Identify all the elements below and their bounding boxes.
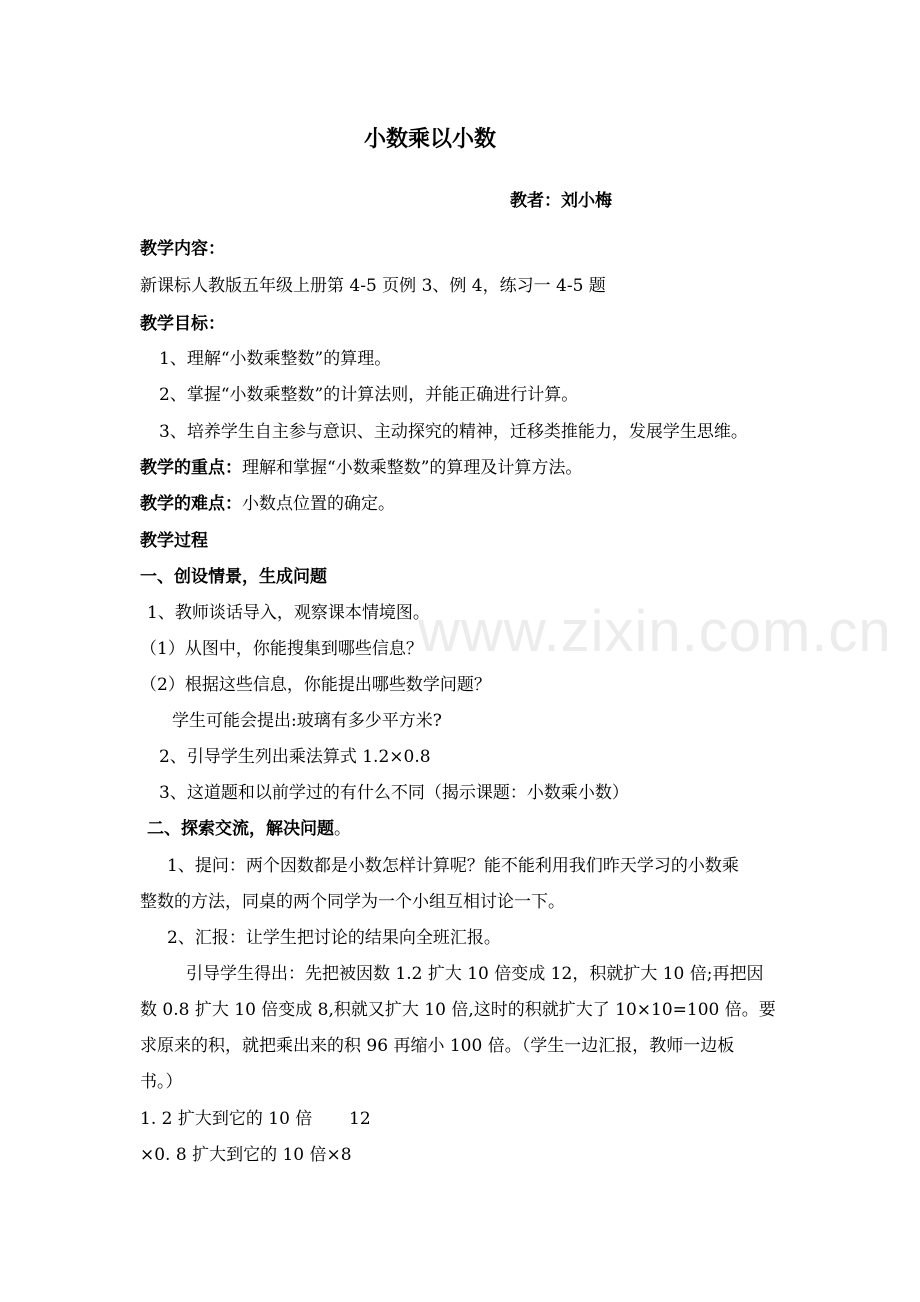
process-heading: 教学过程 bbox=[140, 531, 208, 551]
section1-heading: 一、创设情景，生成问题 bbox=[140, 567, 327, 587]
para1-line: 1、提问：两个因数都是小数怎样计算呢？能不能利用我们昨天学习的小数乘 bbox=[167, 856, 739, 876]
goals-heading: 教学目标： bbox=[140, 314, 225, 334]
para3-line: 书。） bbox=[140, 1072, 183, 1092]
para3-line: 引导学生得出：先把被因数 1.2 扩大 10 倍变成 12，积就扩大 10 倍;再把因 bbox=[186, 964, 764, 984]
key-label: 教学的重点： bbox=[140, 458, 242, 478]
key-point bbox=[140, 457, 582, 479]
section2-heading-line bbox=[147, 818, 351, 840]
difficulty-label: 教学的难点： bbox=[140, 494, 242, 514]
content-text: 新课标人教版五年级上册第 4-5 页例 3、例 4，练习一 4-5 题 bbox=[140, 276, 606, 296]
difficulty-text: 小数点位置的确定。 bbox=[242, 494, 395, 514]
calc-line-left: 1. 2 扩大到它的 10 倍 bbox=[140, 1109, 313, 1129]
section1-line: 3、这道题和以前学过的有什么不同（揭示课题：小数乘小数） bbox=[159, 783, 629, 803]
section1-line: 2、引导学生列出乘法算式 1.2×0.8 bbox=[159, 747, 431, 767]
calc-line: ×0. 8 扩大到它的 10 倍×8 bbox=[140, 1145, 352, 1165]
para1-line: 整数的方法，同桌的两个同学为一个小组互相讨论一下。 bbox=[140, 892, 565, 912]
para2: 2、汇报：让学生把讨论的结果向全班汇报。 bbox=[167, 928, 501, 948]
section1-line: 学生可能会提出:玻璃有多少平方米? bbox=[172, 711, 442, 731]
section2-heading: 二、探索交流，解决问题 bbox=[147, 819, 334, 839]
difficulty-point bbox=[140, 493, 395, 515]
section1-line: （1）从图中，你能搜集到哪些信息？ bbox=[140, 639, 423, 659]
goal-item: 2、掌握“小数乘整数”的计算法则，并能正确进行计算。 bbox=[159, 385, 579, 405]
para3-line: 数 0.8 扩大 10 倍变成 8,积就又扩大 10 倍,这时的积就扩大了 10×10=100 倍。要 bbox=[140, 1000, 776, 1020]
goal-item: 3、培养学生自主参与意识、主动探究的精神，迁移类推能力，发展学生思维。 bbox=[159, 422, 748, 442]
calc-line-right: 12 bbox=[349, 1109, 371, 1129]
section1-line: 1、教师谈话导入，观察课本情境图。 bbox=[147, 603, 430, 623]
section1-line: （2）根据这些信息，你能提出哪些数学问题？ bbox=[140, 675, 491, 695]
goal-item: 1、理解“小数乘整数”的算理。 bbox=[159, 349, 392, 369]
key-text: 理解和掌握“小数乘整数”的算理及计算方法。 bbox=[242, 458, 583, 478]
para3-line: 求原来的积，就把乘出来的积 96 再缩小 100 倍。（学生一边汇报，教师一边板 bbox=[140, 1036, 735, 1056]
content-heading: 教学内容： bbox=[140, 239, 225, 259]
section2-heading-tail: 。 bbox=[334, 819, 351, 839]
page-title: 小数乘以小数 bbox=[363, 126, 496, 152]
teacher-name: 教者：刘小梅 bbox=[510, 191, 612, 211]
watermark: www.zixin.com.cn bbox=[418, 599, 892, 664]
